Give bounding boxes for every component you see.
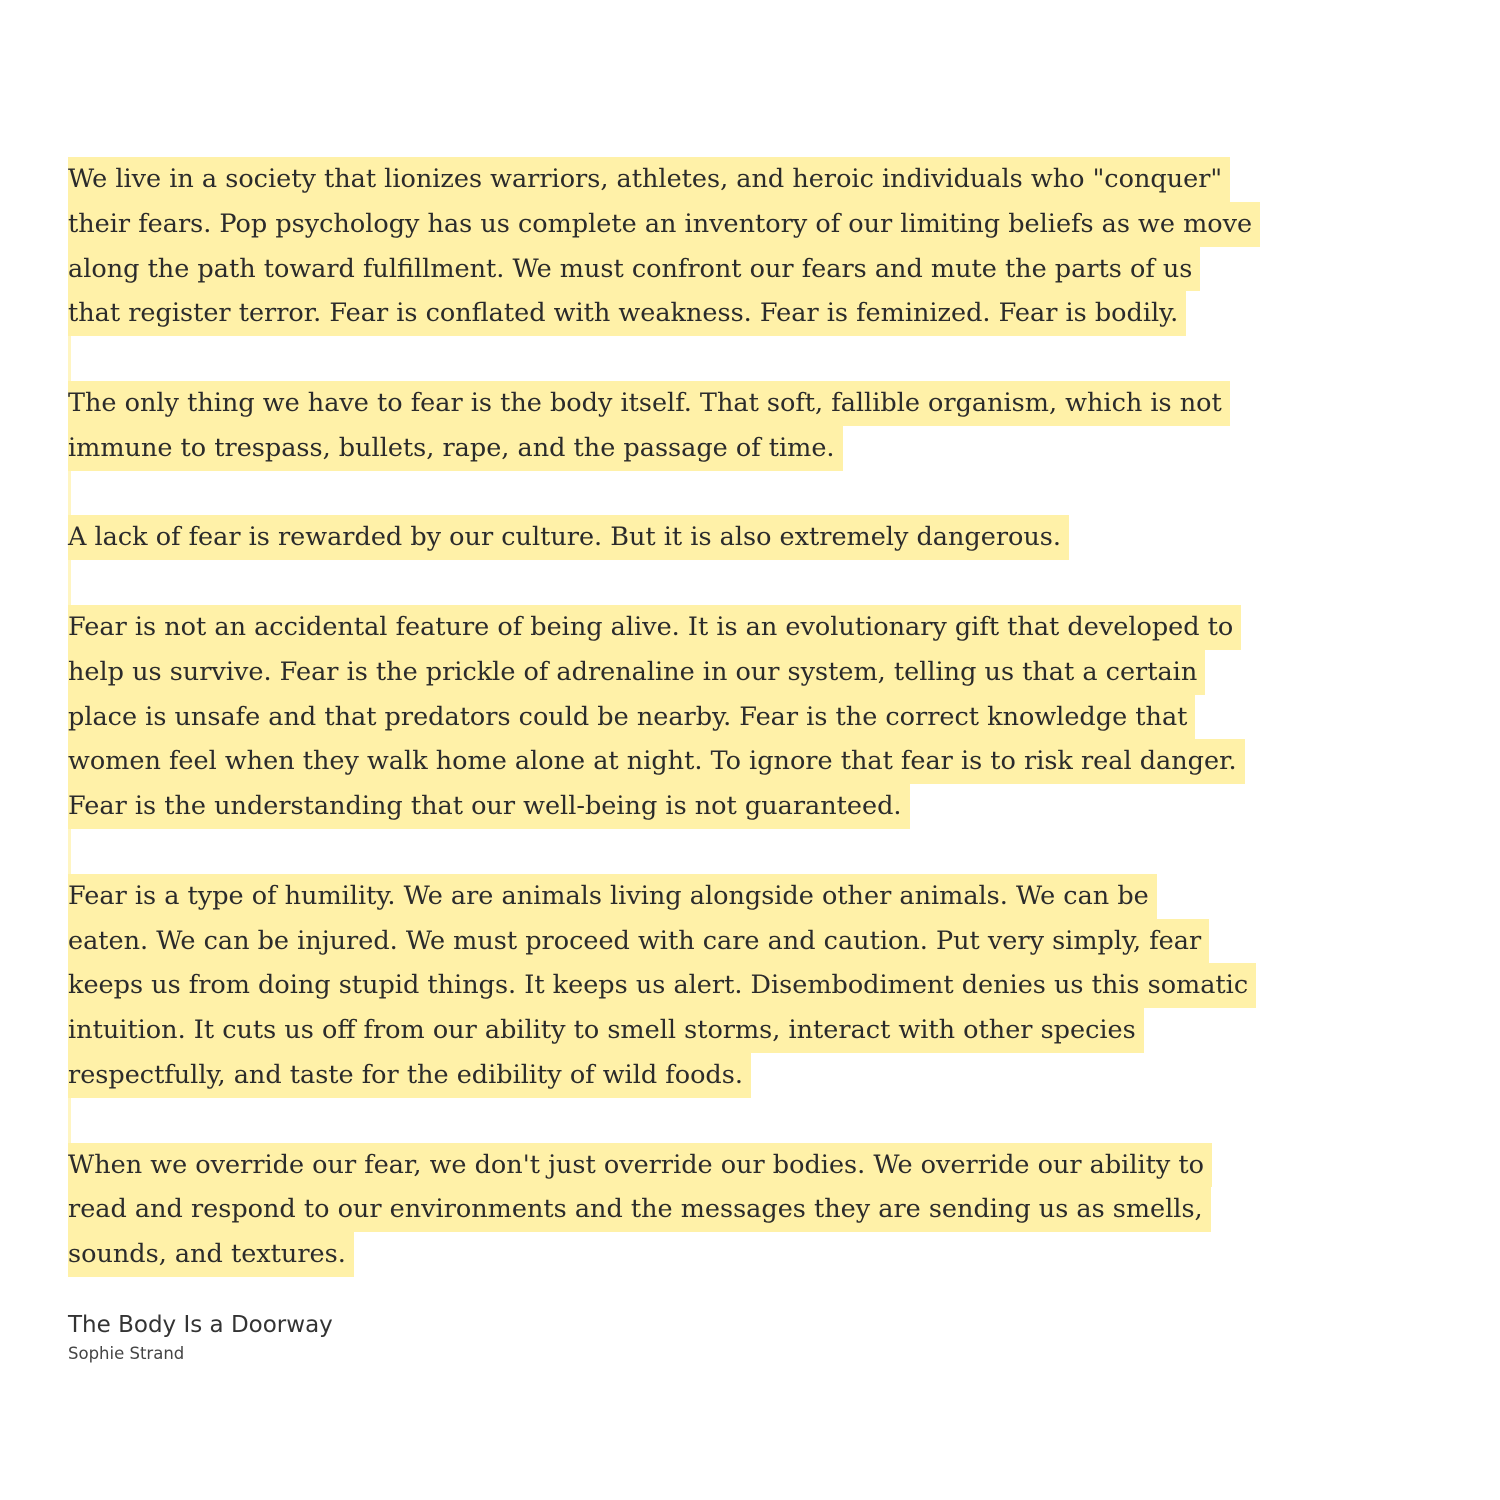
passage-line: A lack of fear is rewarded by our culture. But it is also extremely dangerous. xyxy=(68,515,1069,560)
highlighted-passage xyxy=(68,157,1368,1277)
paragraph-1 xyxy=(68,157,1368,336)
paragraph-2 xyxy=(68,381,1368,471)
passage-line: Fear is the understanding that our well-being is not guaranteed. xyxy=(68,784,910,829)
paragraph-break-marker xyxy=(68,1098,71,1143)
passage-line: respectfully, and taste for the edibility of wild foods. xyxy=(68,1053,751,1098)
passage-line: women feel when they walk home alone at night. To ignore that fear is to risk real danger. xyxy=(68,739,1245,784)
paragraph-break-marker xyxy=(68,336,71,381)
passage-line: help us survive. Fear is the prickle of adrenaline in our system, telling us that a certain xyxy=(68,650,1205,695)
author-name: Sophie Strand xyxy=(68,1344,185,1363)
passage-line: sounds, and textures. xyxy=(68,1232,354,1277)
passage-line: We live in a society that lionizes warriors, athletes, and heroic individuals who "conquer" xyxy=(68,157,1230,202)
paragraph-3 xyxy=(68,515,1368,560)
passage-line: that register terror. Fear is conflated with weakness. Fear is feminized. Fear is bodily. xyxy=(68,291,1186,336)
passage-line: When we override our fear, we don't just override our bodies. We override our ability to xyxy=(68,1143,1212,1188)
passage-line: along the path toward fulfillment. We must confront our fears and mute the parts of us xyxy=(68,247,1200,292)
passage-line: Fear is a type of humility. We are animals living alongside other animals. We can be xyxy=(68,874,1157,919)
passage-line: their fears. Pop psychology has us complete an inventory of our limiting beliefs as we move xyxy=(68,202,1260,247)
passage-line: read and respond to our environments and the messages they are sending us as smells, xyxy=(68,1187,1211,1232)
paragraph-break-marker xyxy=(68,560,71,605)
passage-line: keeps us from doing stupid things. It keeps us alert. Disembodiment denies us this somatic xyxy=(68,963,1256,1008)
book-title: The Body Is a Doorway xyxy=(68,1312,333,1338)
passage-line: intuition. It cuts us off from our ability to smell storms, interact with other species xyxy=(68,1008,1144,1053)
paragraph-break-marker xyxy=(68,829,71,874)
passage-line: Fear is not an accidental feature of being alive. It is an evolutionary gift that developed to xyxy=(68,605,1241,650)
passage-line: immune to trespass, bullets, rape, and the passage of time. xyxy=(68,426,843,471)
paragraph-4 xyxy=(68,605,1368,829)
paragraph-break-marker xyxy=(68,471,71,516)
passage-line: eaten. We can be injured. We must proceed with care and caution. Put very simply, fear xyxy=(68,919,1209,964)
paragraph-6 xyxy=(68,1143,1368,1277)
passage-line: The only thing we have to fear is the body itself. That soft, fallible organism, which is not xyxy=(68,381,1230,426)
passage-line: place is unsafe and that predators could be nearby. Fear is the correct knowledge that xyxy=(68,695,1195,740)
paragraph-5 xyxy=(68,874,1368,1098)
source-attribution xyxy=(68,1308,333,1366)
